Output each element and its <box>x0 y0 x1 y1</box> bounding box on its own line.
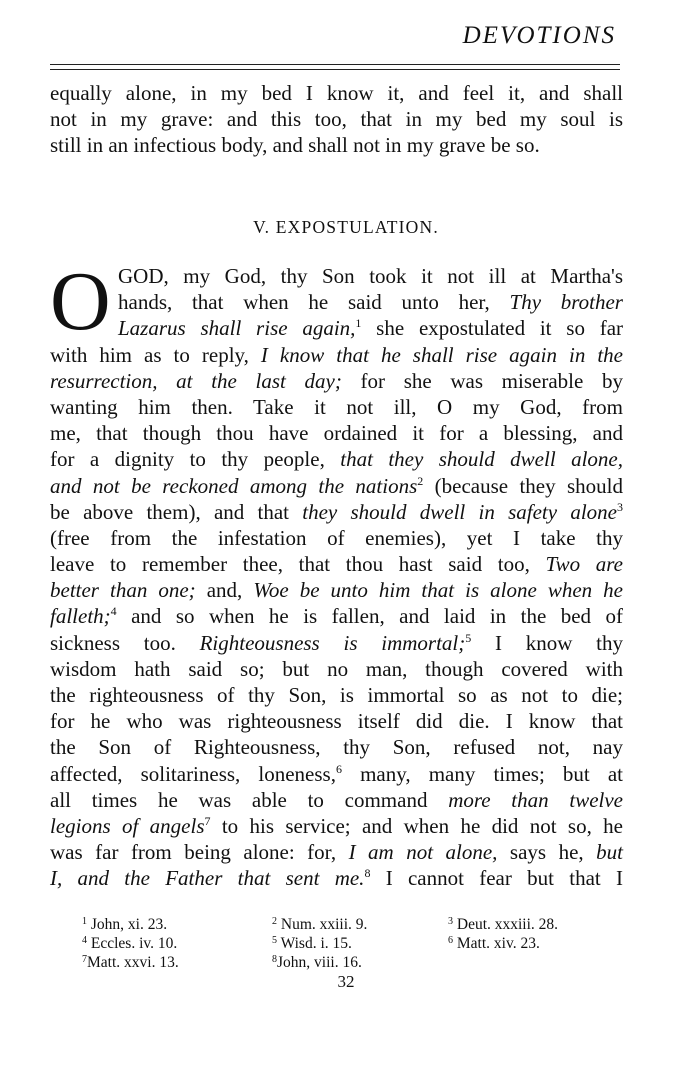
footnotes <box>82 915 622 972</box>
text-line: not in my grave: and this too, that in my bed my soul is <box>50 107 623 132</box>
header-rule-top <box>50 64 620 65</box>
footnote: $^5$ Wisd. i. 15. <box>272 935 352 952</box>
footnote: $^2$ Num. xxiii. 9. <box>272 916 368 933</box>
text-line: wisdom hath said so; but no man, though covered with <box>50 656 623 681</box>
text-line: me, that though thou have ordained it for a blessing, and <box>50 421 623 446</box>
footnote-row <box>82 915 622 934</box>
text-line: I, and the Father that sent me.$^8$ I cannot fear but that I <box>50 866 623 891</box>
text-line: legions of angels$^7$ to his service; and when he did not so, he <box>50 813 623 838</box>
footnote: $^3$ Deut. xxxiii. 28. <box>448 916 559 933</box>
footnote: $^6$ Matt. xiv. 23. <box>448 935 540 952</box>
text-line: equally alone, in my bed I know it, and feel it, and shall <box>50 81 623 105</box>
text-line: the Son of Righteousness, thy Son, refused not, nay <box>50 735 623 760</box>
text-line: be above them), and that they should dwell in safety alone$^3$ <box>50 499 623 524</box>
text-line: affected, solitariness, loneness,$^6$ many, many times; but at <box>50 761 623 786</box>
text-line: hands, that when he said unto her, Thy brother <box>118 290 623 315</box>
text-line: wanting him then. Take it not ill, O my God, from <box>50 394 623 419</box>
text-line: (free from the infestation of enemies), yet I take thy <box>50 525 623 550</box>
expostulation-paragraph <box>50 263 623 892</box>
text-line: for a dignity to thy people, that they should dwell alone, <box>50 447 623 472</box>
text-line: Lazarus shall rise again,$^1$ she expostulated it so far <box>118 316 624 341</box>
text-line: leave to remember thee, that thou hast said too, Two are <box>50 552 624 577</box>
text-line: and not be reckoned among the nations$^2$ (because they should <box>50 473 623 498</box>
header-rule-bottom <box>50 69 620 70</box>
text-line: still in an infectious body, and shall not in my grave be so. <box>50 133 540 158</box>
continuation-text <box>50 80 623 159</box>
drop-cap: O <box>50 255 111 348</box>
page-number: 32 <box>337 972 355 991</box>
text-line: for he who was righteousness itself did die. I know that <box>50 709 623 734</box>
footnote: $^7$Matt. xxvi. 13. <box>82 954 179 971</box>
footnote-row <box>82 934 622 953</box>
text-line: better than one; and, Woe be unto him that is alone when he <box>50 578 624 603</box>
section-heading: V. EXPOSTULATION. <box>253 217 439 237</box>
text-line: GOD, my God, thy Son took it not ill at Martha's <box>118 264 623 288</box>
text-line: sickness too. Righteousness is immortal;$^5$ I know thy <box>50 630 623 655</box>
footnote: $^8$John, viii. 16. <box>272 954 362 971</box>
running-head: DEVOTIONS <box>462 22 616 49</box>
footnote: $^4$ Eccles. iv. 10. <box>82 935 178 952</box>
text-line: was far from being alone: for, I am not alone, says he, but <box>50 840 623 865</box>
text-line: the righteousness of thy Son, is immortal so as not to die; <box>50 683 623 707</box>
text-line: resurrection, at the last day; for she was miserable by <box>50 368 623 393</box>
text-line: falleth;$^4$ and so when he is fallen, and laid in the bed of <box>50 604 623 629</box>
footnote-row <box>82 953 622 972</box>
footnote: $^1$ John, xi. 23. <box>82 916 168 933</box>
text-line: with him as to reply, I know that he shall rise again in the <box>50 342 623 367</box>
text-line: all times he was able to command more than twelve <box>50 787 623 812</box>
